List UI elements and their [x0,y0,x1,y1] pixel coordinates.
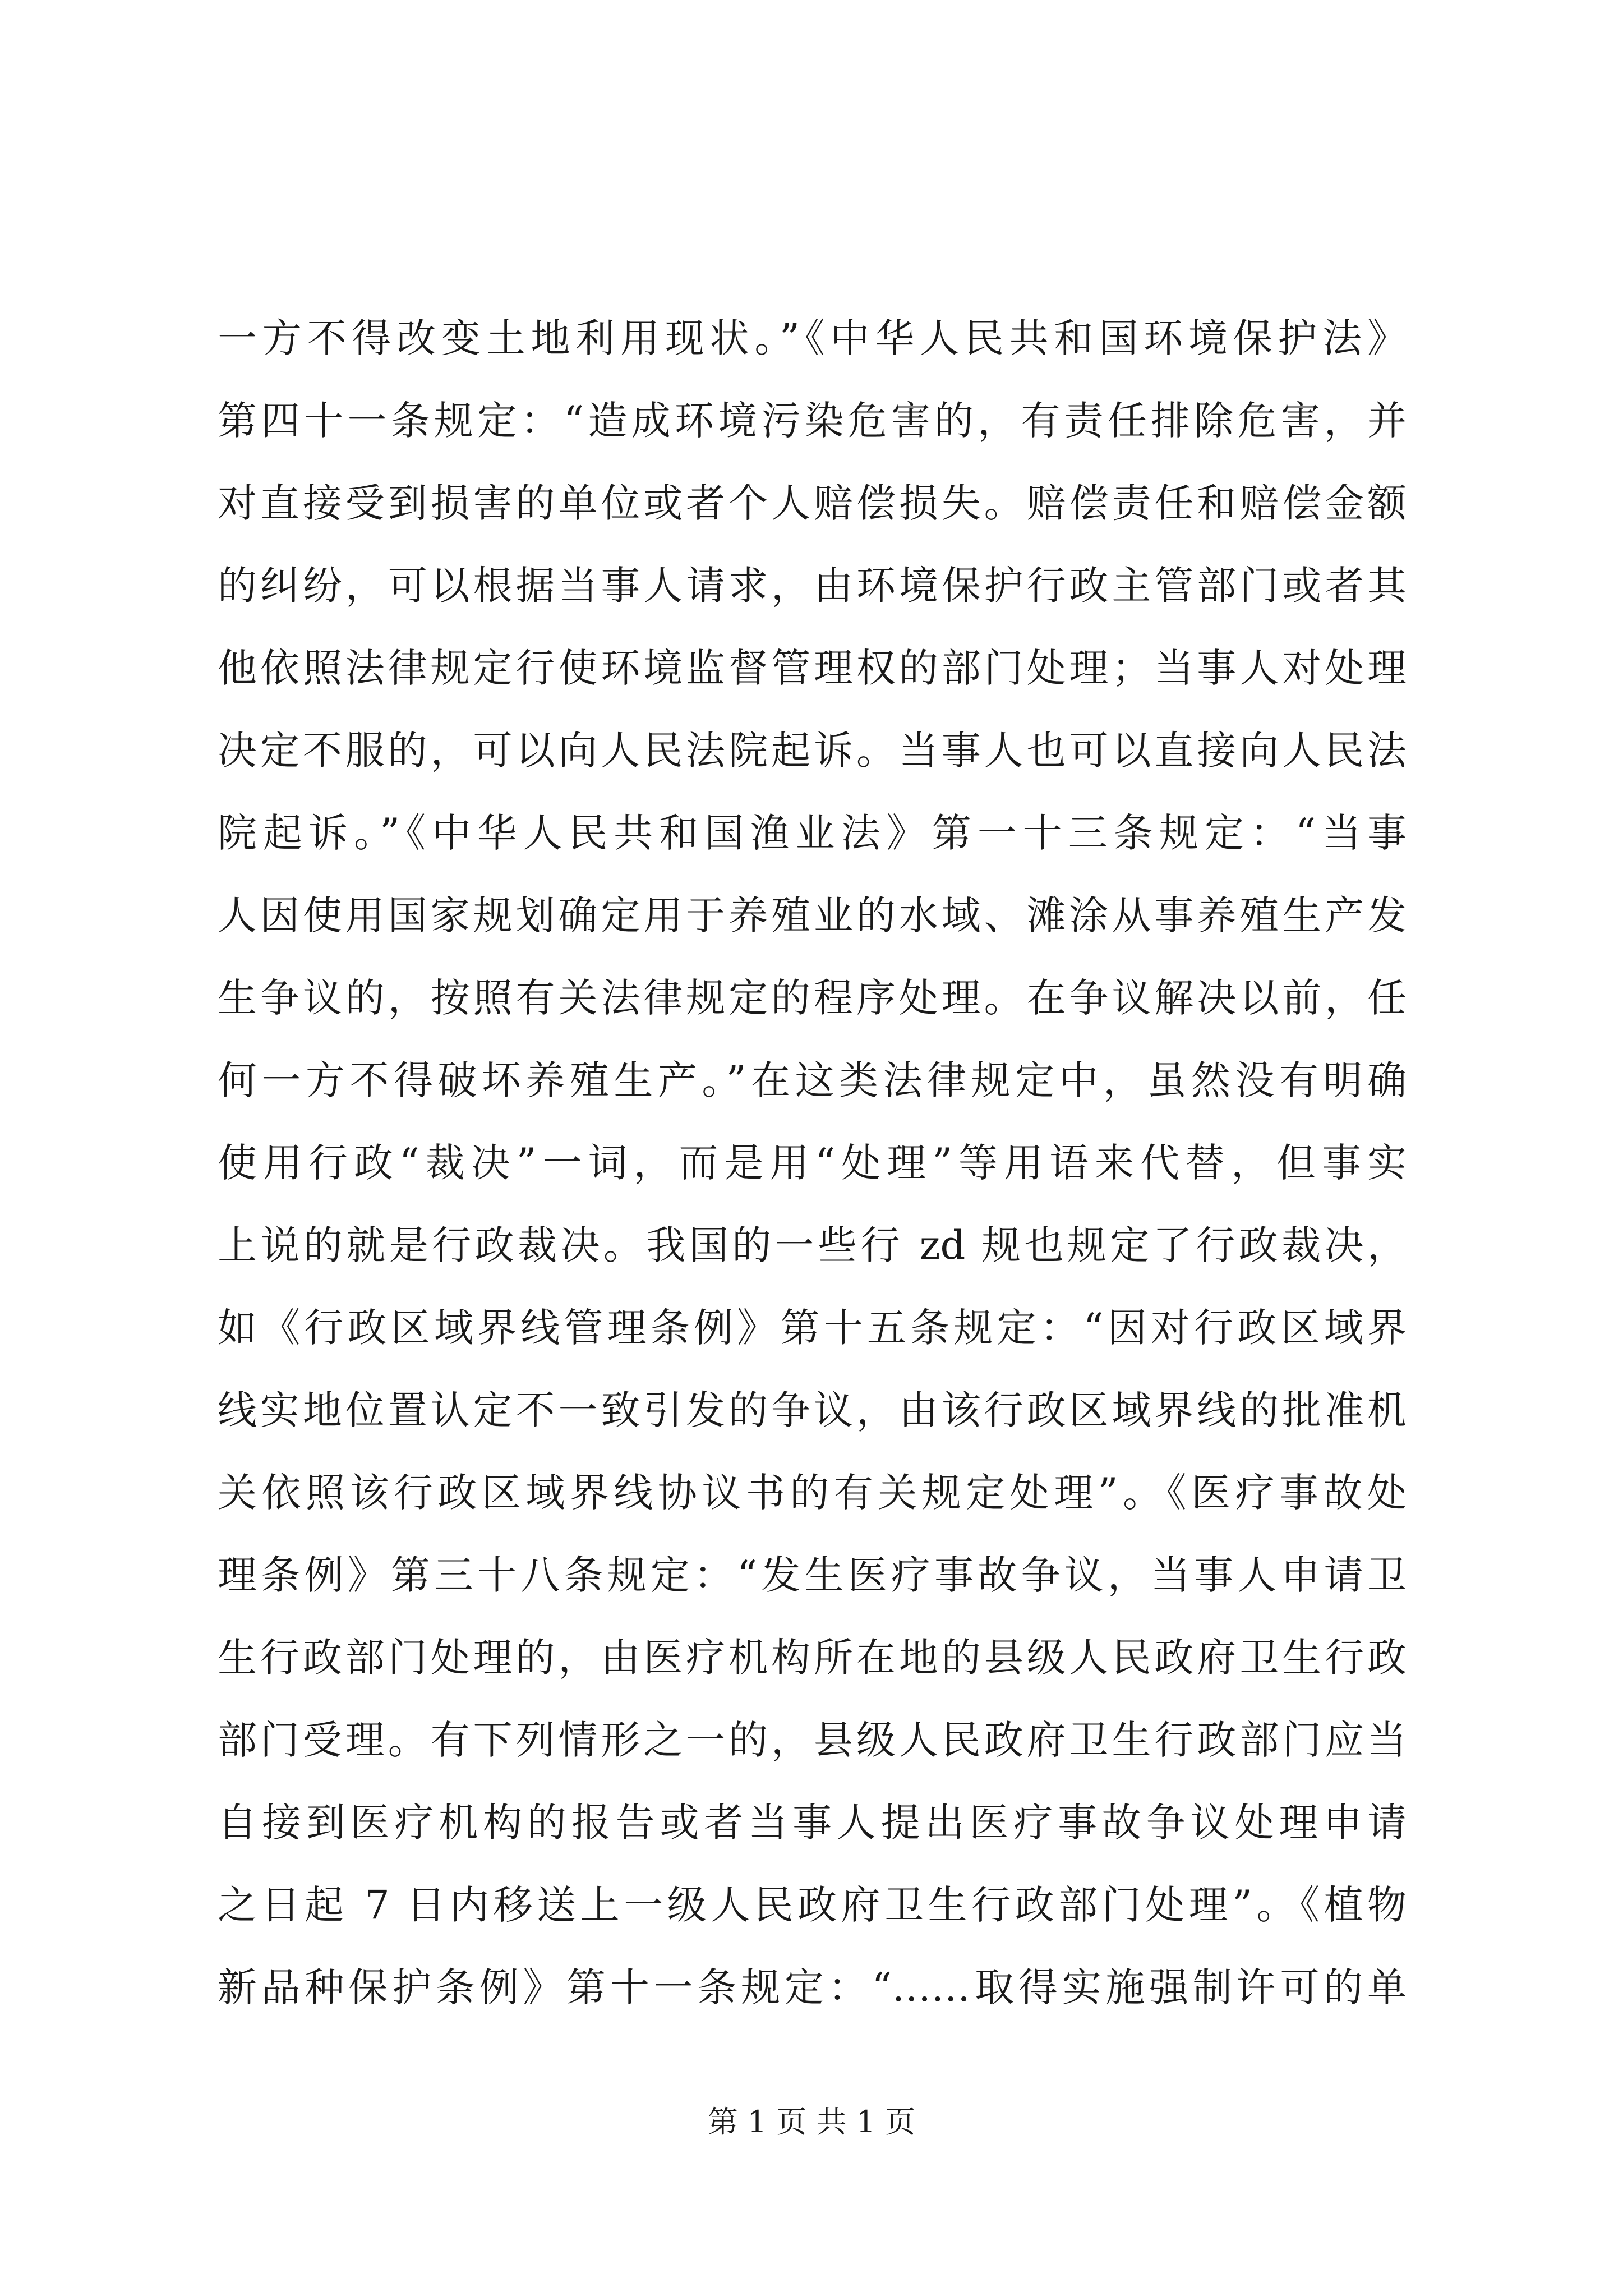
text-line: 自接到医疗机构的报告或者当事人提出医疗事故争议处理申请 [218,1800,1407,1846]
text-line: 生争议的，按照有关法律规定的程序处理。在争议解决以前，任 [218,975,1407,1021]
text-line: 决定不服的，可以向人民法院起诉。当事人也可以直接向人民法 [218,728,1407,774]
text-line: 一方不得改变土地利用现状。”《中华人民共和国环境保护法》 [218,315,1407,361]
body-text [218,297,1407,2029]
page-number-label: 第 1 页 共 1 页 [707,2104,916,2139]
text-line: 何一方不得破坏养殖生产。”在这类法律规定中，虽然没有明确 [218,1057,1407,1103]
text-line: 人因使用国家规划确定用于养殖业的水域、滩涂从事养殖生产发 [218,892,1407,938]
text-line: 上说的就是行政裁决。我国的一些行 zd 规也规定了行政裁决， [218,1222,1407,1268]
text-line: 新品种保护条例》第十一条规定：“……取得实施强制许可的单 [218,1964,1407,2010]
text-line: 如《行政区域界线管理条例》第十五条规定：“因对行政区域界 [218,1305,1407,1351]
text-line: 对直接受到损害的单位或者个人赔偿损失。赔偿责任和赔偿金额 [218,480,1407,526]
page-footer [0,2102,1623,2142]
text-line: 生行政部门处理的，由医疗机构所在地的县级人民政府卫生行政 [218,1635,1407,1681]
text-line: 部门受理。有下列情形之一的，县级人民政府卫生行政部门应当 [218,1717,1407,1763]
text-line: 之日起 7 日内移送上一级人民政府卫生行政部门处理”。《植物 [218,1882,1407,1928]
text-line: 使用行政“裁决”一词，而是用“处理”等用语来代替，但事实 [218,1140,1407,1186]
text-line: 线实地位置认定不一致引发的争议，由该行政区域界线的批准机 [218,1387,1407,1433]
text-line: 关依照该行政区域界线协议书的有关规定处理”。《医疗事故处 [218,1470,1407,1516]
text-line: 理条例》第三十八条规定：“发生医疗事故争议，当事人申请卫 [218,1552,1407,1598]
text-line: 他依照法律规定行使环境监督管理权的部门处理；当事人对处理 [218,645,1407,691]
text-line: 的纠纷，可以根据当事人请求，由环境保护行政主管部门或者其 [218,563,1407,609]
text-line: 院起诉。”《中华人民共和国渔业法》第一十三条规定：“当事 [218,810,1407,856]
text-line: 第四十一条规定：“造成环境污染危害的，有责任排除危害，并 [218,398,1407,444]
